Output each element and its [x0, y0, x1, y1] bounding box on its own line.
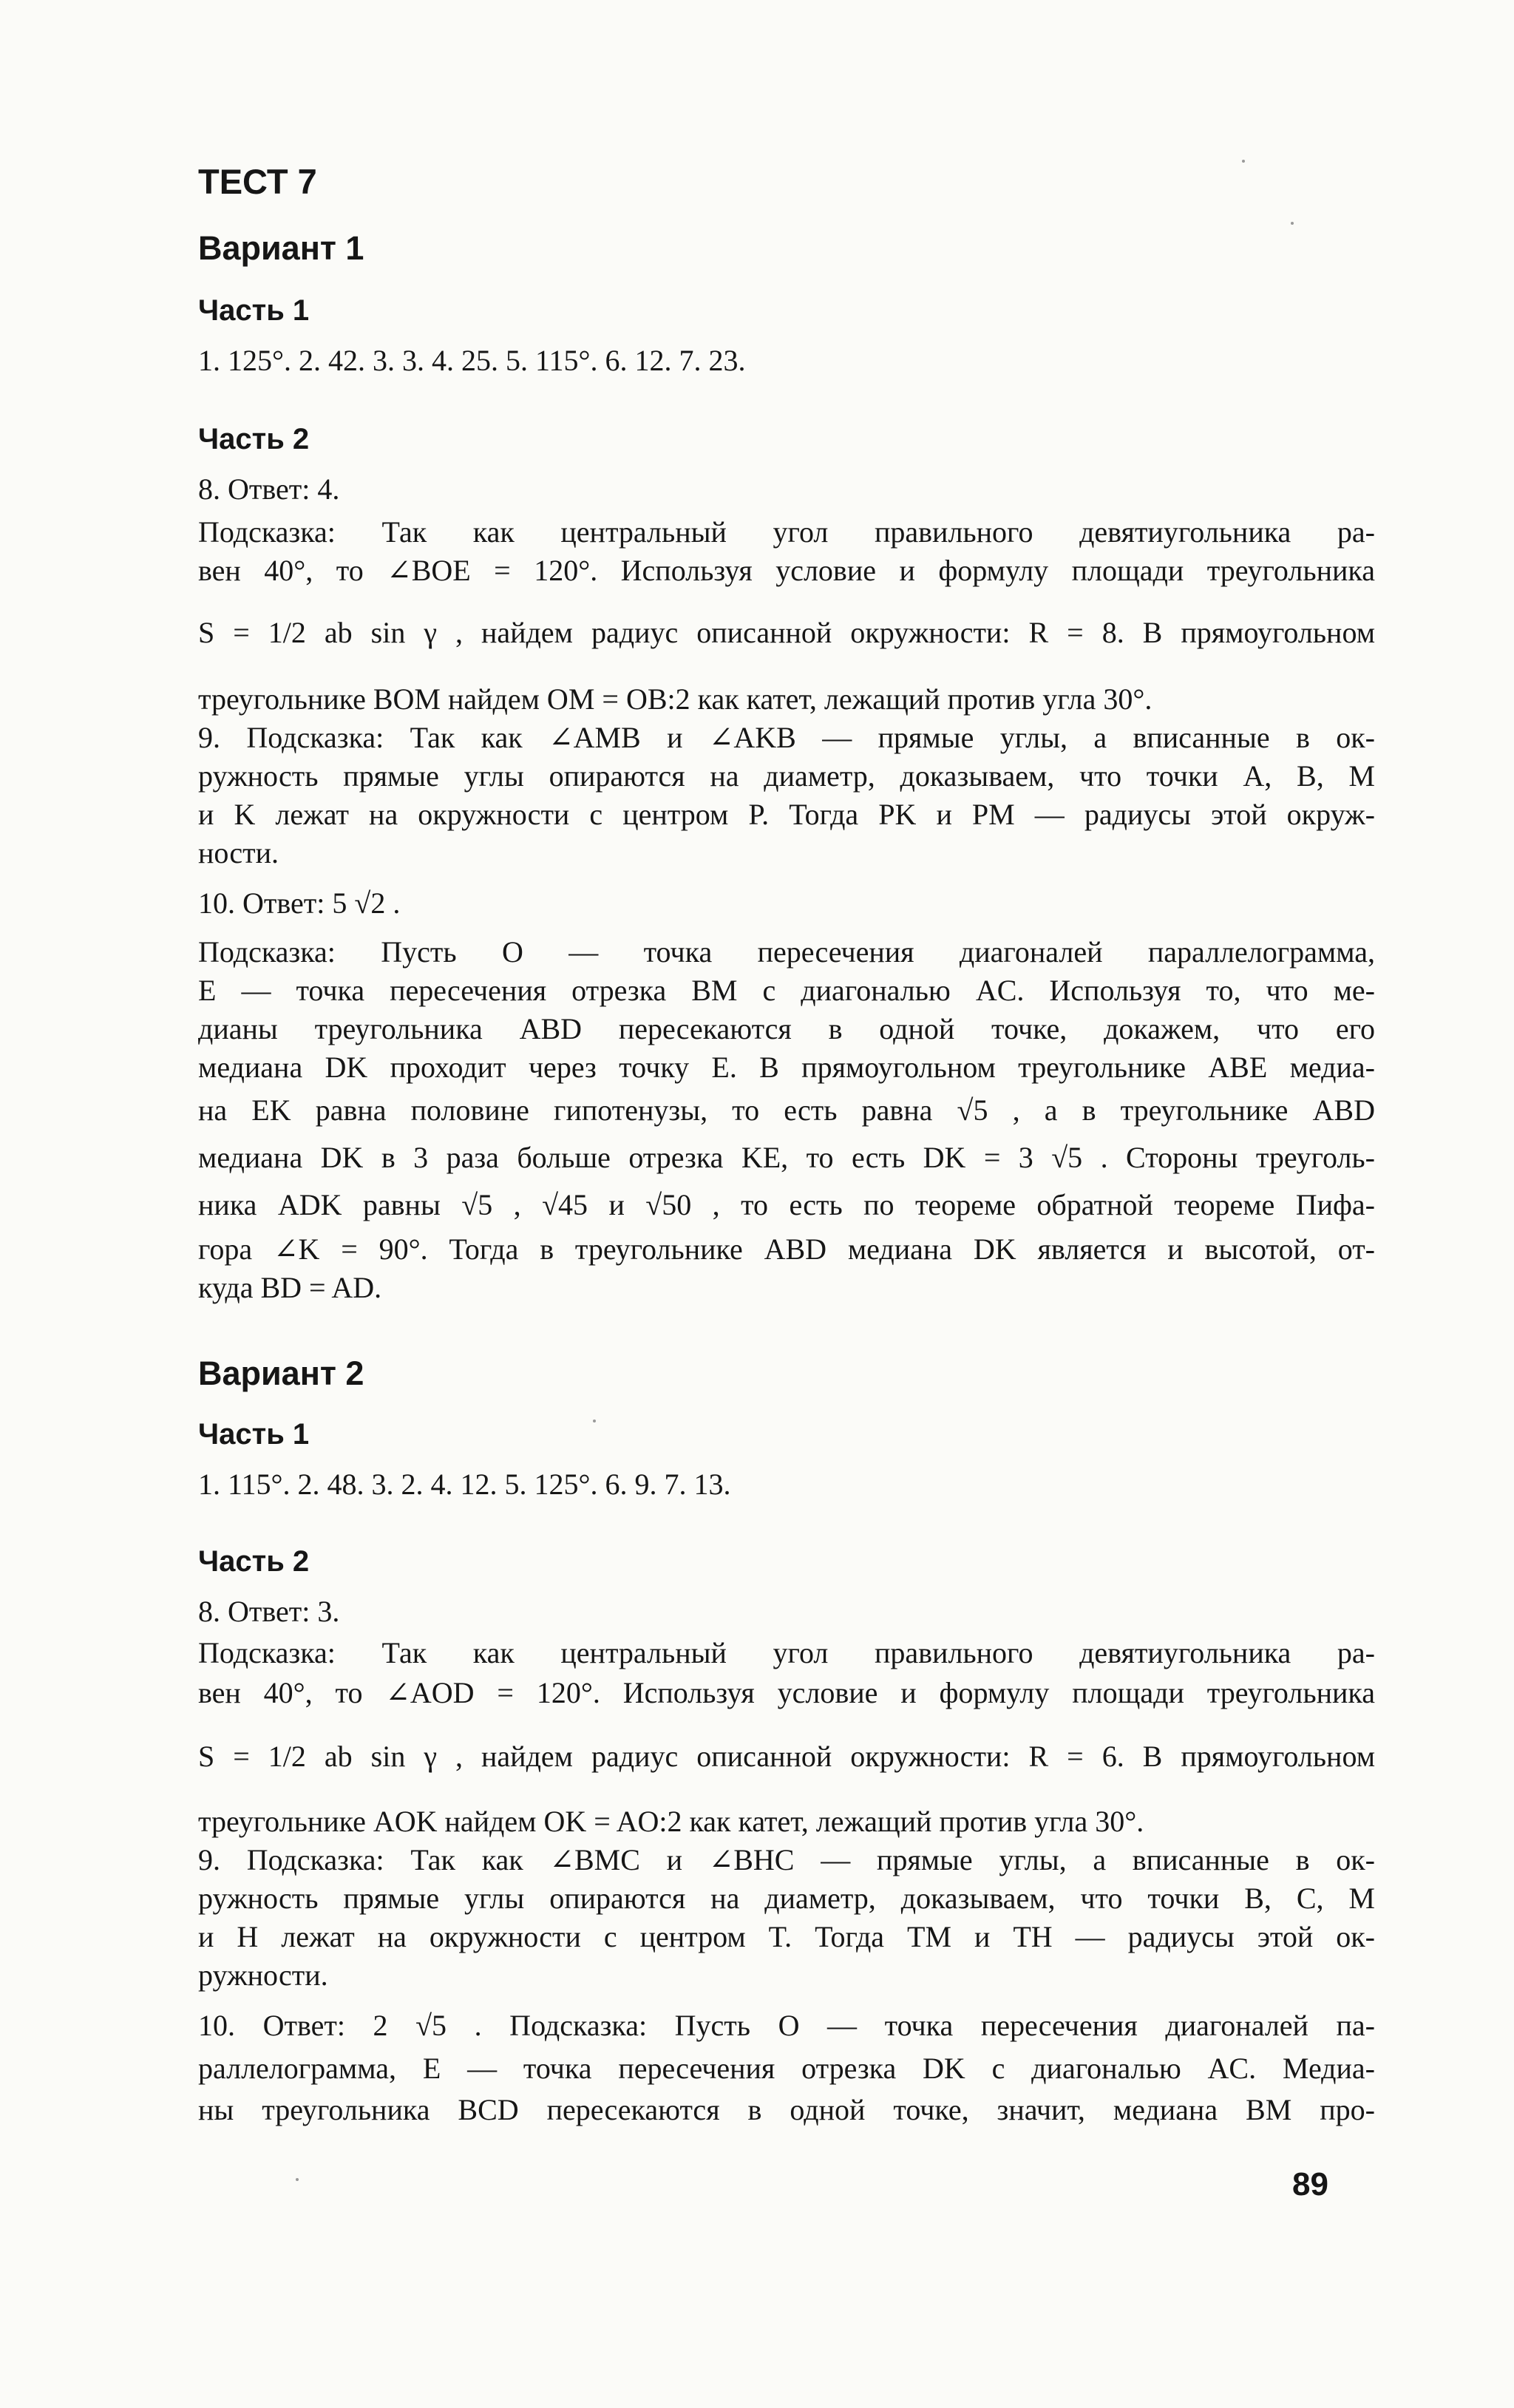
v1-text-line: E — точка пересечения отрезка BM с диагональю AC. Используя то, что ме- [198, 974, 1375, 1007]
v2-answer-10: 10. Ответ: 2 √5 . Подсказка: Пусть O — точка пересечения диагоналей па- [198, 2009, 1375, 2042]
v1-formula-line: S = 1/2 ab sin γ , найдем радиус описанной окружности: R = 8. В прямоугольном [198, 616, 1376, 649]
v1-text-line: вен 40°, то ∠BOE = 120°. Используя условие и формулу площади треугольника [198, 554, 1375, 587]
v1-part-2-title: Часть 2 [198, 423, 310, 455]
v2-text-line: ружность прямые углы опираются на диаметр, доказываем, что точки B, C, M [198, 1882, 1375, 1915]
v1-text-line: медиана DK в 3 раза больше отрезка KE, то есть DK = 3 √5 . Стороны треуголь- [198, 1141, 1375, 1174]
v2-text-line: ружности. [198, 1958, 328, 1992]
v1-text-line: куда BD = AD. [198, 1271, 382, 1304]
v1-text-line: ника ADK равны √5 , √45 и √50 , то есть по теореме обратной теореме Пифа- [198, 1188, 1375, 1221]
v1-text-line: Подсказка: Так как центральный угол правильного девятиугольника ра- [198, 515, 1375, 549]
v2-text-line: 9. Подсказка: Так как ∠BMC и ∠BHC — прямые углы, а вписанные в ок- [198, 1843, 1375, 1876]
v2-part-2-title: Часть 2 [198, 1545, 310, 1578]
test-title: ТЕСТ 7 [198, 162, 317, 201]
v2-formula-line: S = 1/2 ab sin γ , найдем радиус описанной окружности: R = 6. В прямоугольном [198, 1740, 1376, 1773]
v1-text-line: дианы треугольника ABD пересекаются в одной точке, докажем, что его [198, 1012, 1375, 1045]
v1-text-line: ружность прямые углы опираются на диаметр, доказываем, что точки A, B, M [198, 759, 1375, 793]
page-number: 89 [1292, 2166, 1328, 2202]
v1-text-line: 9. Подсказка: Так как ∠AMB и ∠AKB — прямые углы, а вписанные в ок- [198, 721, 1375, 754]
v1-text-line: треугольнике BOM найдем OM = OB:2 как катет, лежащий против угла 30°. [198, 682, 1153, 716]
v1-text-line: ности. [198, 836, 279, 869]
v1-part-1-title: Часть 1 [198, 294, 310, 327]
scan-speck [1291, 222, 1294, 225]
v2-text-line: ны треугольника BCD пересекаются в одной точке, значит, медиана BM про- [198, 2093, 1375, 2126]
v2-text-line: вен 40°, то ∠AOD = 120°. Используя условие и формулу площади треугольника [198, 1676, 1375, 1709]
v1-text-line: на EK равна половине гипотенузы, то есть равна √5 , а в треугольнике ABD [198, 1093, 1375, 1127]
v2-text-line: Подсказка: Так как центральный угол правильного девятиугольника ра- [198, 1636, 1375, 1669]
scan-speck [593, 1420, 596, 1422]
v2-part-1-title: Часть 1 [198, 1418, 310, 1451]
v2-answer-8: 8. Ответ: 3. [198, 1595, 340, 1628]
v2-text-line: раллелограмма, E — точка пересечения отрезка DK с диагональю AC. Медиа- [198, 2052, 1375, 2085]
scan-speck [296, 2178, 299, 2181]
v1-answer-8: 8. Ответ: 4. [198, 472, 340, 506]
v2-text-line: треугольнике AOK найдем OK = AO:2 как катет, лежащий против угла 30°. [198, 1805, 1144, 1838]
v1-text-line: Подсказка: Пусть O — точка пересечения диагоналей параллелограмма, [198, 935, 1375, 969]
v1-text-line: медиана DK проходит через точку E. В прямоугольном треугольнике ABE медиа- [198, 1051, 1375, 1084]
scan-speck [1242, 160, 1245, 163]
v1-text-line: гора ∠K = 90°. Тогда в треугольнике ABD медиана DK является и высотой, от- [198, 1232, 1375, 1266]
v1-text-line: и K лежат на окружности с центром P. Тогда PK и PM — радиусы этой окруж- [198, 798, 1375, 831]
v2-text-line: и H лежат на окружности с центром T. Тогда TM и TH — радиусы этой ок- [198, 1920, 1375, 1953]
variant-2-title: Вариант 2 [198, 1354, 364, 1392]
v2-part-1-answers: 1. 115°. 2. 48. 3. 2. 4. 12. 5. 125°. 6. 9. 7. 13. [198, 1468, 731, 1501]
variant-1-title: Вариант 1 [198, 229, 364, 267]
v1-answer-10: 10. Ответ: 5 √2 . [198, 886, 401, 920]
v1-part-1-answers: 1. 125°. 2. 42. 3. 3. 4. 25. 5. 115°. 6. 12. 7. 23. [198, 344, 746, 377]
